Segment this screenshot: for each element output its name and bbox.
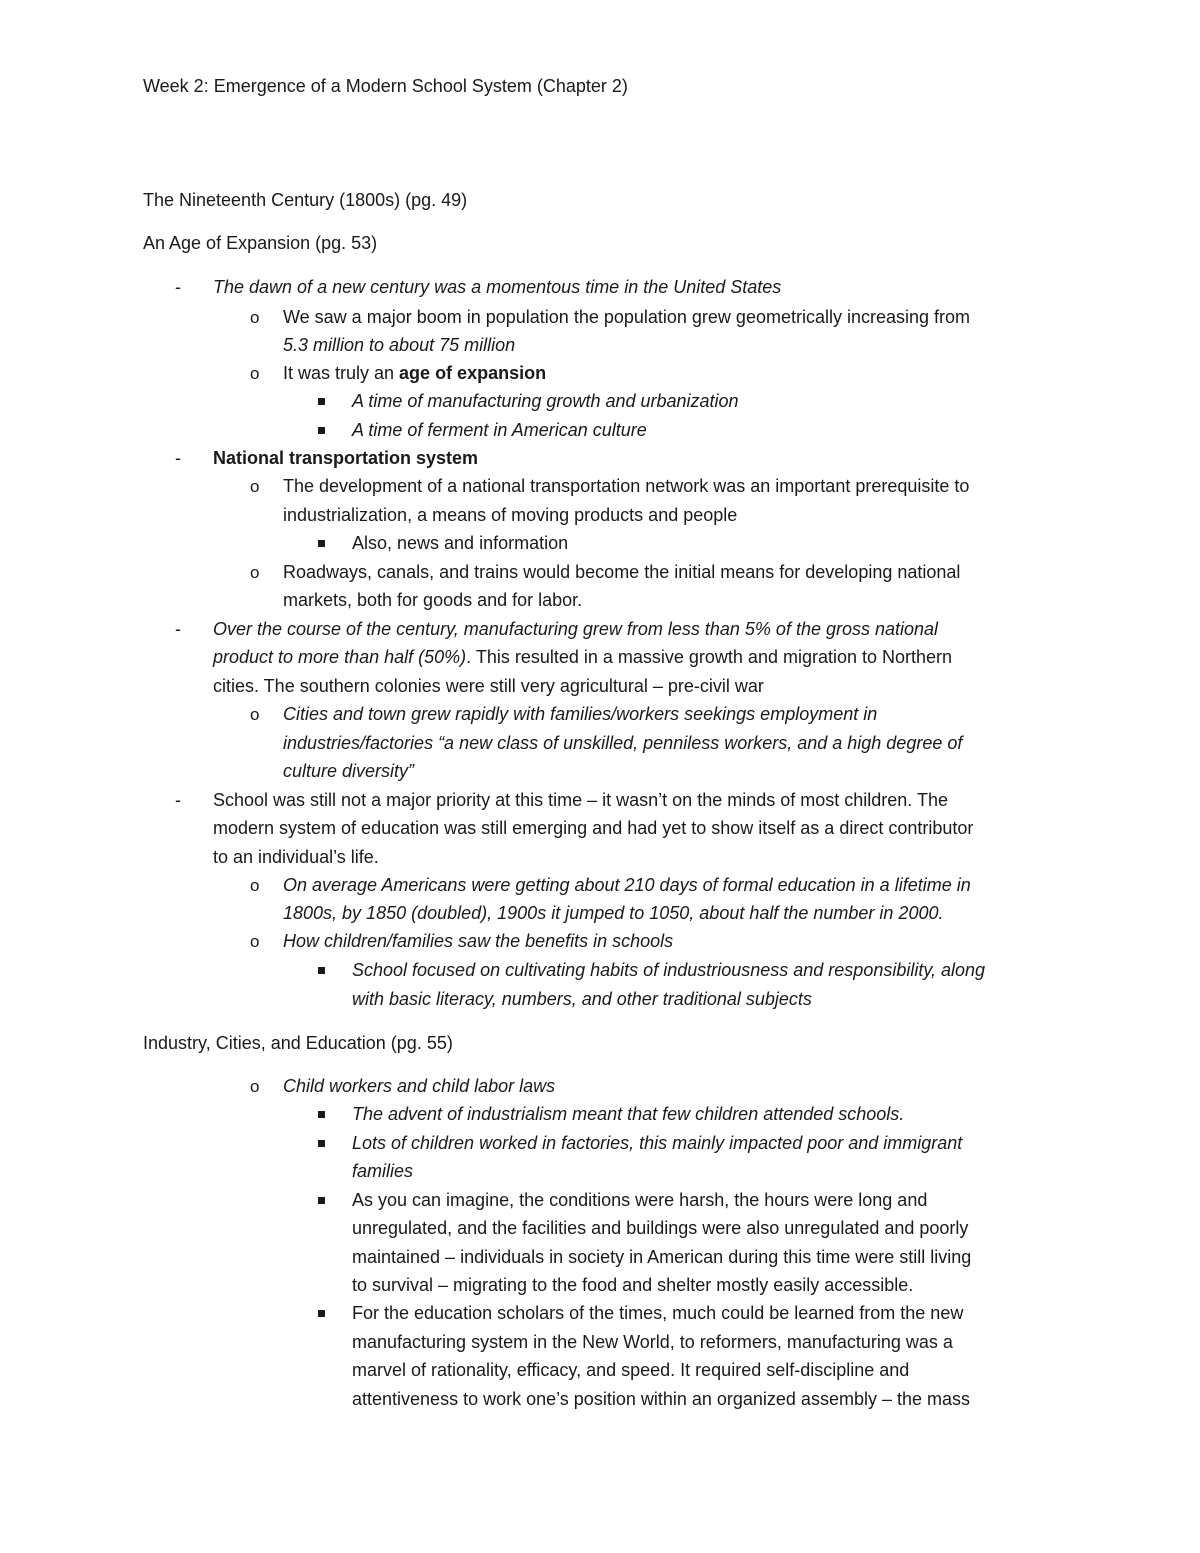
document-title: Week 2: Emergence of a Modern School System (Chapter 2) bbox=[143, 76, 628, 96]
bullet-manufacturing-growth-line1: Over the course of the century, manufacturing grew from less than 5% of the gross national bbox=[213, 619, 939, 639]
manufacturing-growth-italic: product to more than half (50%) bbox=[213, 647, 467, 667]
sub-bullet-population-line2: 5.3 million to about 75 million bbox=[283, 335, 516, 355]
square-bullet-marker bbox=[318, 967, 325, 974]
sub-bullet-days-education-line1: On average Americans were getting about 210 days of formal education in a lifetime in bbox=[283, 875, 971, 895]
bullet-dawn-of-century: The dawn of a new century was a momentous time in the United States bbox=[213, 277, 782, 297]
manufacturing-growth-rest: . This resulted in a massive growth and migration to Northern bbox=[466, 647, 953, 667]
sub-bullet-cities-grew-line1: Cities and town grew rapidly with families/workers seekings employment in bbox=[283, 704, 878, 724]
bullet-school-priority-line3: to an individual’s life. bbox=[213, 847, 379, 867]
point-education-scholars-line3: marvel of rationality, efficacy, and speed. It required self-discipline and bbox=[352, 1360, 910, 1380]
sub-bullet-days-education-line2: 1800s, by 1850 (doubled), 1900s it jumped to 1050, about half the number in 2000. bbox=[283, 903, 944, 923]
point-education-scholars-line2: manufacturing system in the New World, to reformers, manufacturing was a bbox=[352, 1332, 953, 1352]
section-heading-nineteenth-century: The Nineteenth Century (1800s) (pg. 49) bbox=[143, 190, 468, 210]
point-advent-industrialism: The advent of industrialism meant that few children attended schools. bbox=[352, 1104, 905, 1124]
sub-bullet-cities-grew-line2: industries/factories “a new class of unskilled, penniless workers, and a high degree of bbox=[283, 733, 963, 753]
sub-bullet-roadways-line2: markets, both for goods and for labor. bbox=[283, 590, 583, 610]
sub-bullet-benefits-schools: How children/families saw the benefits in schools bbox=[283, 931, 674, 951]
point-news-information: Also, news and information bbox=[352, 533, 569, 553]
circle-bullet-marker: o bbox=[250, 563, 260, 582]
square-bullet-marker bbox=[318, 427, 325, 434]
sub-bullet-cities-grew-line3: culture diversity” bbox=[283, 761, 415, 781]
sub-bullet-population-line1: We saw a major boom in population the population grew geometrically increasing from bbox=[283, 307, 971, 327]
sub-bullet-transport-network-line2: industrialization, a means of moving products and people bbox=[283, 505, 738, 525]
point-conditions-line1: As you can imagine, the conditions were harsh, the hours were long and bbox=[352, 1190, 928, 1210]
bullet-school-priority-line1: School was still not a major priority at this time – it wasn’t on the minds of most children. The bbox=[213, 790, 948, 810]
point-children-factories-line1: Lots of children worked in factories, this mainly impacted poor and immigrant bbox=[352, 1133, 963, 1153]
age-of-expansion-prefix: It was truly an bbox=[283, 363, 400, 383]
circle-bullet-marker: o bbox=[250, 932, 260, 951]
point-ferment-culture: A time of ferment in American culture bbox=[352, 420, 647, 440]
square-bullet-marker bbox=[318, 1140, 325, 1147]
dash-bullet-marker: - bbox=[175, 619, 181, 639]
point-education-scholars-line1: For the education scholars of the times, much could be learned from the new bbox=[352, 1303, 964, 1323]
bullet-manufacturing-growth-line3: cities. The southern colonies were still very agricultural – pre-civil war bbox=[213, 676, 764, 696]
point-conditions-line3: maintained – individuals in society in American during this time were still living bbox=[352, 1247, 972, 1267]
dash-bullet-marker: - bbox=[175, 277, 181, 297]
section-heading-age-of-expansion: An Age of Expansion (pg. 53) bbox=[143, 233, 378, 253]
age-of-expansion-bold: age of expansion bbox=[399, 363, 547, 383]
sub-bullet-child-workers: Child workers and child labor laws bbox=[283, 1076, 556, 1096]
circle-bullet-marker: o bbox=[250, 477, 260, 496]
bullet-manufacturing-growth-line2 bbox=[213, 648, 952, 666]
point-children-factories-line2: families bbox=[352, 1161, 414, 1181]
dash-bullet-marker: - bbox=[175, 448, 181, 468]
square-bullet-marker bbox=[318, 398, 325, 405]
dash-bullet-marker: - bbox=[175, 790, 181, 810]
square-bullet-marker bbox=[318, 1310, 325, 1317]
circle-bullet-marker: o bbox=[250, 705, 260, 724]
point-conditions-line2: unregulated, and the facilities and buildings were also unregulated and poorly bbox=[352, 1218, 969, 1238]
sub-bullet-roadways-line1: Roadways, canals, and trains would become the initial means for developing national bbox=[283, 562, 961, 582]
circle-bullet-marker: o bbox=[250, 364, 260, 383]
circle-bullet-marker: o bbox=[250, 876, 260, 895]
point-school-focus-line2: with basic literacy, numbers, and other traditional subjects bbox=[352, 989, 812, 1009]
circle-bullet-marker: o bbox=[250, 1077, 260, 1096]
bullet-transportation-system: National transportation system bbox=[213, 448, 479, 468]
point-manufacturing-growth: A time of manufacturing growth and urbanization bbox=[352, 391, 739, 411]
square-bullet-marker bbox=[318, 1197, 325, 1204]
section-heading-industry-cities: Industry, Cities, and Education (pg. 55) bbox=[143, 1033, 453, 1053]
square-bullet-marker bbox=[318, 540, 325, 547]
point-education-scholars-line4: attentiveness to work one’s position within an organized assembly – the mass bbox=[352, 1389, 971, 1409]
point-conditions-line4: to survival – migrating to the food and shelter mostly easily accessible. bbox=[352, 1275, 914, 1295]
square-bullet-marker bbox=[318, 1111, 325, 1118]
bullet-school-priority-line2: modern system of education was still emerging and had yet to show itself as a direct contributor bbox=[213, 818, 974, 838]
sub-bullet-transport-network-line1: The development of a national transportation network was an important prerequisite to bbox=[283, 476, 970, 496]
point-school-focus-line1: School focused on cultivating habits of industriousness and responsibility, along bbox=[352, 960, 986, 980]
sub-bullet-age-of-expansion bbox=[283, 364, 546, 382]
circle-bullet-marker: o bbox=[250, 308, 260, 327]
